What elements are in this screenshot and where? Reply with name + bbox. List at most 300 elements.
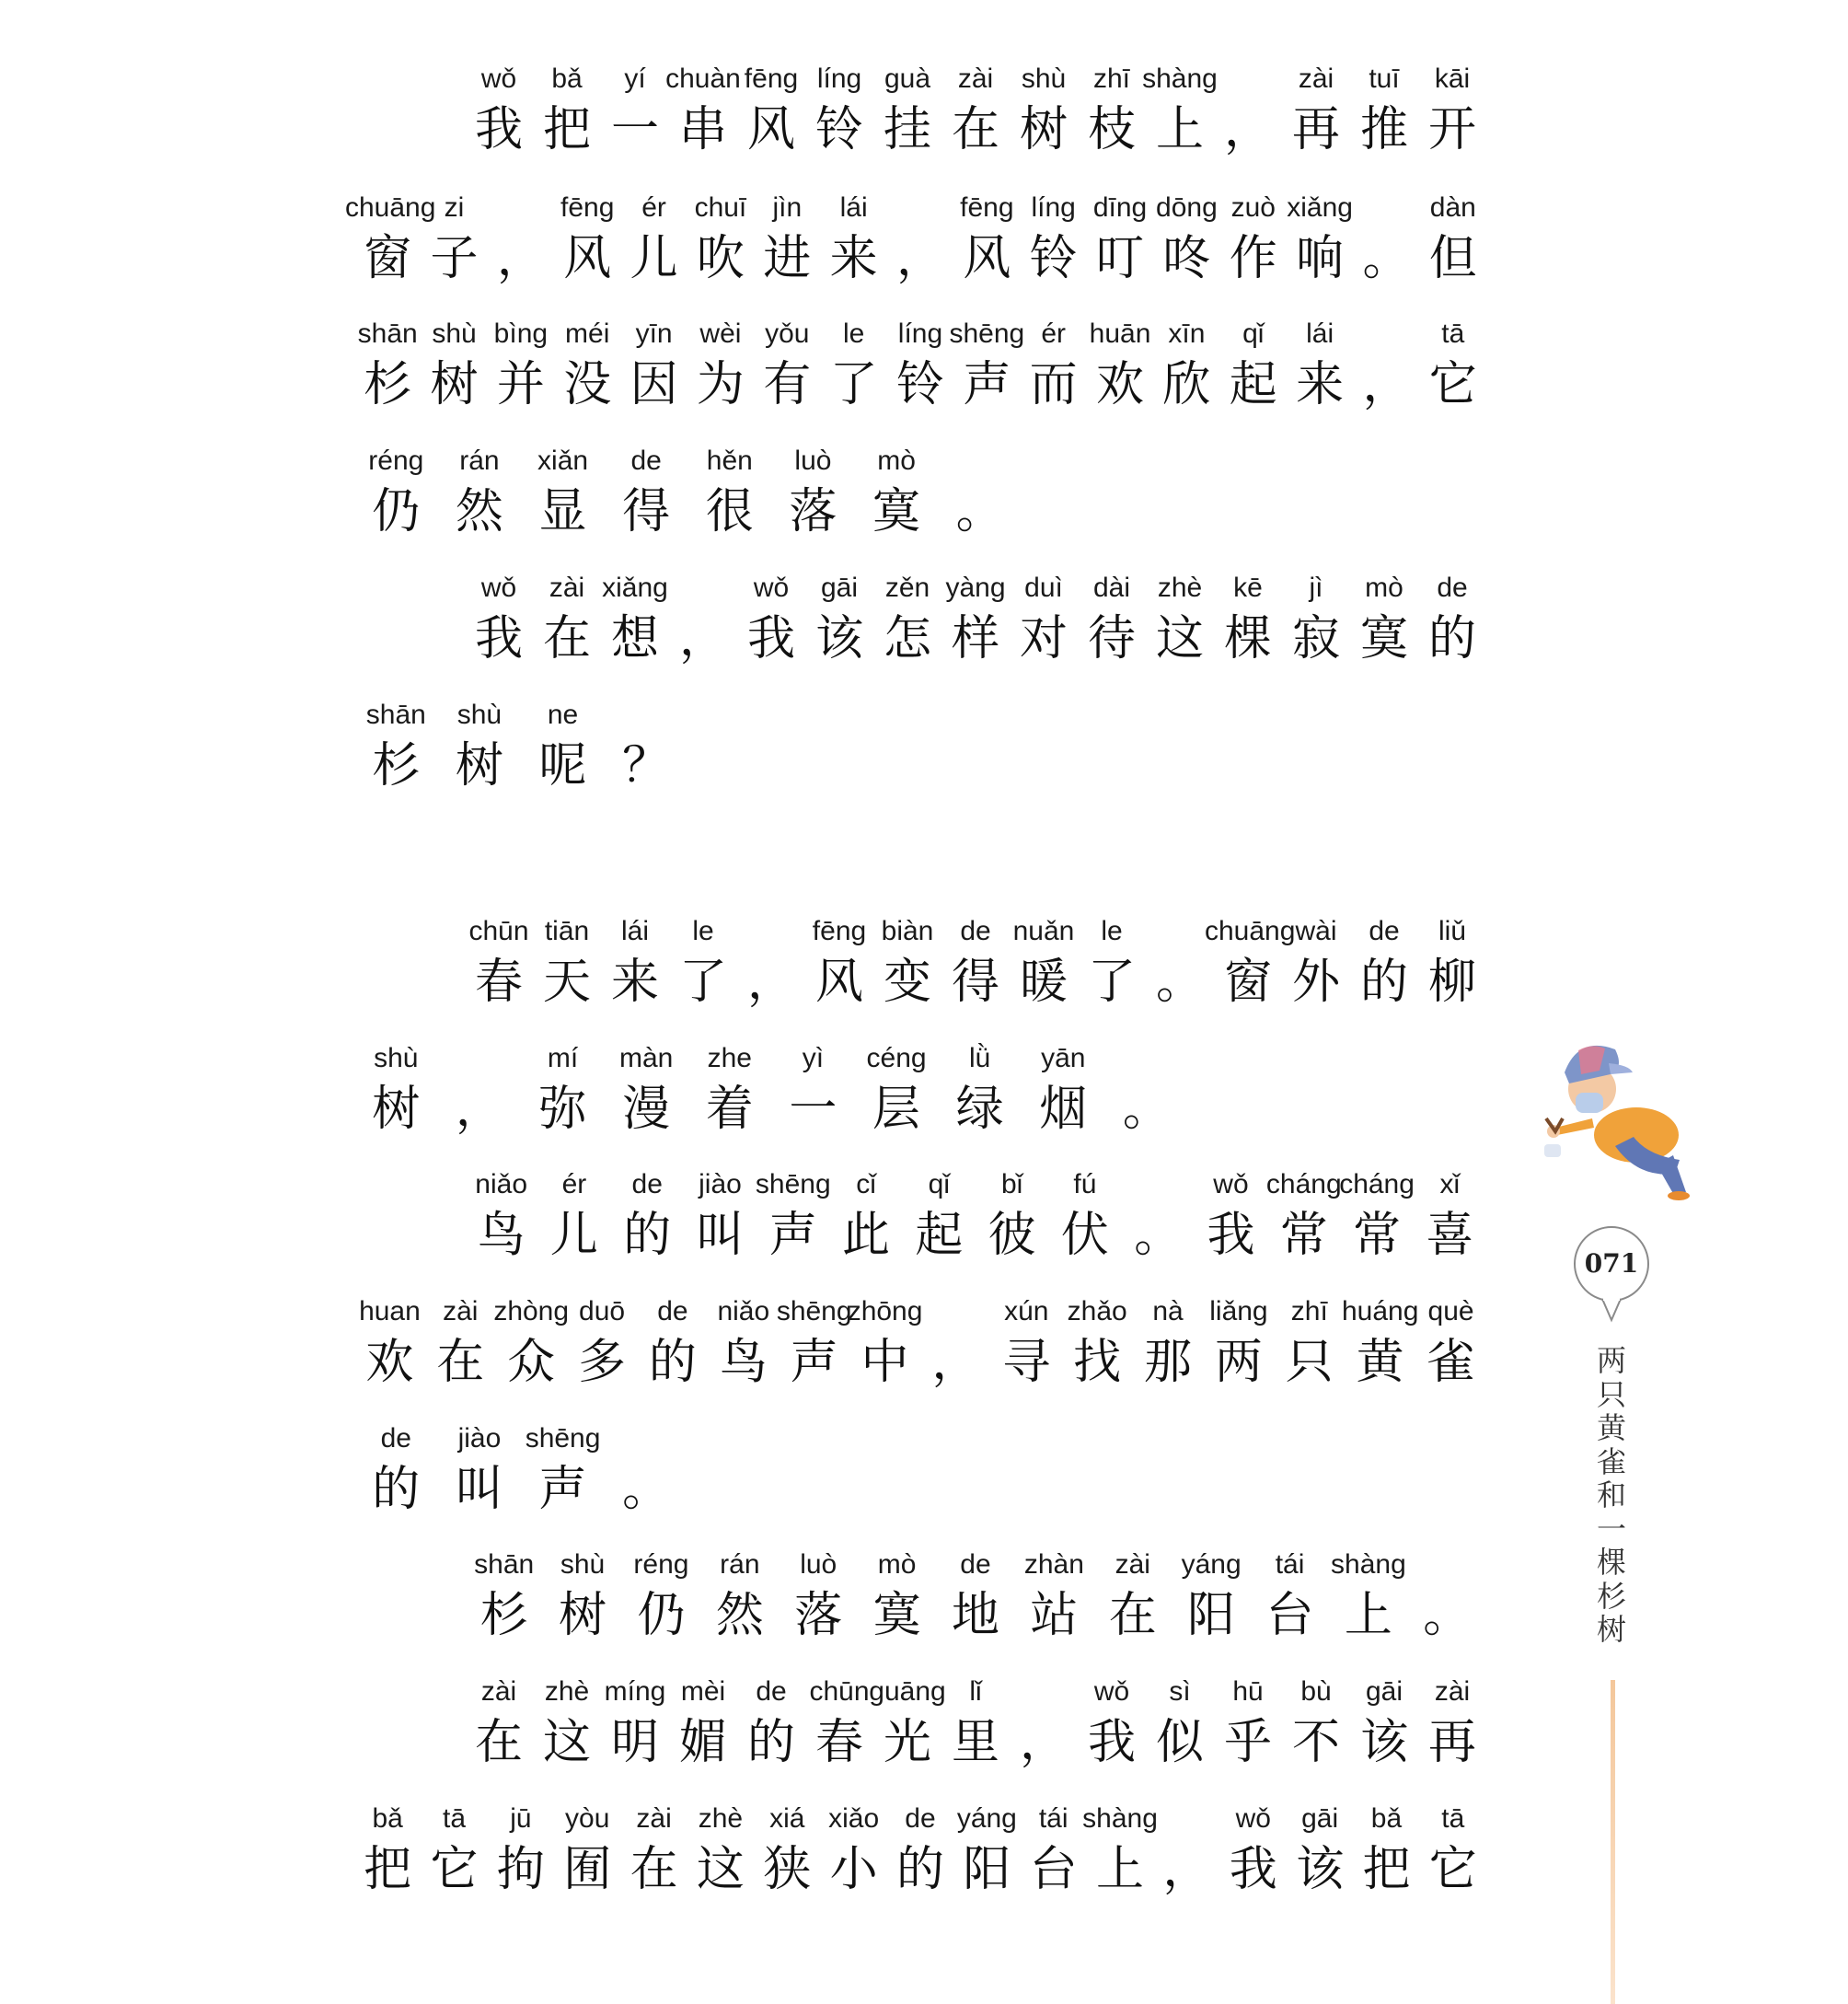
hanzi-char: 枝 — [1087, 102, 1136, 157]
hanzi-char: 铃 — [1029, 231, 1078, 286]
pinyin: niǎo — [717, 1296, 770, 1326]
hanzi-char: 很 — [705, 484, 754, 539]
hanzi-char: 显 — [538, 484, 587, 539]
pinyin: fēng — [744, 64, 799, 94]
hanzi-char: 着 — [705, 1082, 754, 1137]
hanzi-char: 我 — [1087, 1715, 1136, 1770]
pinyin: zài — [636, 1803, 672, 1834]
hanzi-char: 落 — [789, 484, 837, 539]
pinyin: chuàn — [665, 64, 741, 94]
page-number-badge — [1572, 1224, 1651, 1326]
hanzi-char: 在 — [474, 1715, 523, 1770]
pinyin: cǐ — [856, 1169, 876, 1199]
hanzi-char: 我 — [474, 611, 523, 666]
hanzi-char: 声 — [963, 357, 1011, 412]
pinyin: tiān — [544, 916, 590, 946]
hanzi-char: 有 — [763, 357, 812, 412]
pinyin: nuǎn — [1012, 916, 1075, 946]
hanzi-char: 鸟 — [719, 1335, 768, 1390]
pinyin: le — [842, 319, 865, 349]
text-line — [354, 443, 1486, 553]
hanzi-char: 欣 — [1162, 357, 1211, 412]
pinyin: qǐ — [1242, 319, 1265, 349]
pinyin: màn — [619, 1043, 674, 1073]
pinyin: mò — [1365, 573, 1403, 603]
punctuation: ， — [1162, 1842, 1211, 1897]
hanzi-char: 寞 — [872, 1588, 921, 1643]
hanzi-char: 我 — [1207, 1208, 1255, 1263]
hanzi-char: 呢 — [538, 738, 587, 793]
pinyin: ér — [561, 1169, 587, 1199]
pinyin: shēng — [755, 1169, 831, 1199]
punctuation: ， — [678, 611, 727, 666]
pinyin: wài — [1295, 916, 1337, 946]
text-line — [465, 1546, 1486, 1657]
pinyin: xiǎng — [1287, 192, 1353, 223]
hanzi-char: 柳 — [1427, 955, 1476, 1010]
punctuation: 。 — [1122, 1082, 1171, 1137]
text-line — [354, 697, 1486, 807]
hanzi-char: 的 — [1359, 955, 1408, 1010]
hanzi-char: 常 — [1279, 1208, 1328, 1263]
pinyin: shù — [432, 319, 477, 349]
hanzi-char: 在 — [436, 1335, 485, 1390]
pinyin: le — [1101, 916, 1123, 946]
hanzi-char: 该 — [1359, 1715, 1408, 1770]
hanzi-char: 咚 — [1162, 231, 1211, 286]
pinyin: de — [960, 1549, 991, 1580]
pinyin: cháng — [1339, 1169, 1415, 1199]
hanzi-char: 它 — [430, 1842, 479, 1897]
pinyin: zhī — [1092, 64, 1131, 94]
punctuation: ， — [1362, 357, 1411, 412]
hanzi-char: 它 — [1428, 1842, 1477, 1897]
pinyin: tā — [1441, 1803, 1465, 1834]
pinyin: zài — [957, 64, 994, 94]
hanzi-char: 拘 — [496, 1842, 545, 1897]
pinyin: wǒ — [1093, 1676, 1130, 1707]
pinyin: zhōng — [847, 1296, 923, 1326]
pinyin: de — [657, 1296, 688, 1326]
hanzi-char: 在 — [951, 102, 999, 157]
hanzi-char: 寂 — [1291, 611, 1340, 666]
pinyin: bǎ — [551, 64, 583, 94]
pinyin: yáng — [1181, 1549, 1242, 1580]
text-line — [354, 1801, 1486, 1911]
pinyin: yòu — [565, 1803, 610, 1834]
punctuation: 。 — [1423, 1588, 1472, 1643]
pinyin: bǐ — [1000, 1169, 1023, 1199]
pinyin: cháng — [1265, 1169, 1342, 1199]
pinyin: de — [1369, 916, 1400, 946]
pinyin: de — [631, 1169, 663, 1199]
hanzi-char: 树 — [1019, 102, 1068, 157]
hanzi-char: 上 — [1155, 102, 1204, 157]
hanzi-char: 叫 — [696, 1208, 745, 1263]
hanzi-char: 寞 — [1359, 611, 1408, 666]
hanzi-char: 为 — [696, 357, 745, 412]
hanzi-char: 铃 — [895, 357, 944, 412]
pinyin: mí — [547, 1043, 579, 1073]
hanzi-char: 仍 — [372, 484, 421, 539]
hanzi-char: 树 — [559, 1588, 607, 1643]
hanzi-char: 春 — [474, 955, 523, 1010]
hanzi-char: 进 — [763, 231, 812, 286]
punctuation: ， — [1223, 102, 1272, 157]
pinyin: ér — [641, 192, 666, 223]
pinyin: què — [1427, 1296, 1474, 1326]
hanzi-char: 弥 — [538, 1082, 587, 1137]
hanzi-char: 囿 — [563, 1842, 612, 1897]
text-line — [465, 61, 1486, 171]
pinyin: chuāng — [345, 192, 436, 223]
hanzi-char: 开 — [1427, 102, 1476, 157]
pinyin: tā — [1441, 319, 1465, 349]
pinyin: tā — [443, 1803, 467, 1834]
hanzi-char: 彼 — [988, 1208, 1036, 1263]
hanzi-char: 串 — [678, 102, 727, 157]
hanzi-char: 风 — [963, 231, 1011, 286]
pinyin: réng — [368, 446, 424, 476]
hanzi-char: 来 — [829, 231, 878, 286]
pinyin: dīng — [1092, 192, 1148, 223]
pinyin: jiào — [457, 1423, 502, 1454]
pinyin: zài — [1434, 1676, 1471, 1707]
pinyin: rán — [459, 446, 500, 476]
hanzi-char: 乎 — [1223, 1715, 1272, 1770]
chapter-title-char: 黄 — [1596, 1410, 1626, 1445]
hanzi-char: 此 — [842, 1208, 891, 1263]
pinyin: bù — [1300, 1676, 1332, 1707]
pinyin: wǒ — [1235, 1803, 1271, 1834]
hanzi-char: 来 — [1296, 357, 1345, 412]
hanzi-char: 的 — [372, 1462, 421, 1517]
pinyin: mò — [877, 446, 916, 476]
hanzi-char: 雀 — [1426, 1335, 1475, 1390]
punctuation: 。 — [1155, 955, 1204, 1010]
text-line — [354, 316, 1486, 426]
hanzi-char: 叫 — [455, 1462, 503, 1517]
hanzi-char: 声 — [538, 1462, 587, 1517]
text-line — [465, 913, 1486, 1024]
pinyin: yí — [624, 64, 646, 94]
hanzi-char: 光 — [883, 1715, 931, 1770]
text-line — [354, 1420, 1486, 1531]
hanzi-char: 没 — [563, 357, 612, 412]
punctuation: 。 — [1134, 1208, 1183, 1263]
hanzi-char: 风 — [814, 955, 863, 1010]
hanzi-char: 了 — [678, 955, 727, 1010]
pinyin: de — [1437, 573, 1468, 603]
pinyin: shù — [374, 1043, 419, 1073]
pinyin: huan — [359, 1296, 421, 1326]
pinyin: duō — [579, 1296, 626, 1326]
pinyin: chūn — [468, 916, 529, 946]
pinyin: céng — [866, 1043, 927, 1073]
pinyin: zuò — [1230, 192, 1276, 223]
hanzi-char: 台 — [1265, 1588, 1314, 1643]
hanzi-char: 明 — [610, 1715, 659, 1770]
pinyin: hěn — [706, 446, 753, 476]
hanzi-char: 并 — [496, 357, 545, 412]
hanzi-char: 树 — [430, 357, 479, 412]
hanzi-char: 了 — [1087, 955, 1136, 1010]
hanzi-char: 把 — [1362, 1842, 1411, 1897]
pinyin: guà — [884, 64, 931, 94]
pinyin: xiǎo — [828, 1803, 880, 1834]
pinyin: luò — [800, 1549, 837, 1580]
pinyin: fēng — [812, 916, 867, 946]
hanzi-char: 杉 — [372, 738, 421, 793]
pinyin: yì — [802, 1043, 825, 1073]
pinyin: réng — [633, 1549, 689, 1580]
pinyin: zài — [443, 1296, 479, 1326]
hanzi-char: 窗 — [364, 231, 412, 286]
hanzi-char: 树 — [372, 1082, 421, 1137]
hanzi-char: 鸟 — [477, 1208, 526, 1263]
pinyin: zài — [480, 1676, 517, 1707]
pinyin: huān — [1089, 319, 1151, 349]
pinyin: wèi — [699, 319, 742, 349]
hanzi-char: 把 — [364, 1842, 412, 1897]
hanzi-char: 然 — [715, 1588, 764, 1643]
hanzi-char: 怎 — [883, 611, 931, 666]
pinyin: chuāng — [1205, 916, 1296, 946]
pinyin: mèi — [680, 1676, 726, 1707]
hanzi-char: 烟 — [1039, 1082, 1088, 1137]
hanzi-char: 推 — [1359, 102, 1408, 157]
pinyin: zhàn — [1023, 1549, 1084, 1580]
hanzi-char: 落 — [794, 1588, 843, 1643]
pinyin: dài — [1092, 573, 1131, 603]
pinyin: hū — [1232, 1676, 1264, 1707]
pinyin: tuī — [1369, 64, 1400, 94]
pinyin: shù — [456, 700, 502, 730]
pinyin: shàng — [1142, 64, 1218, 94]
pinyin: fēng — [560, 192, 615, 223]
hanzi-char: 外 — [1291, 955, 1340, 1010]
child-with-slingshot-illustration — [1528, 1017, 1693, 1201]
hanzi-char: 想 — [610, 611, 659, 666]
chapter-title — [1590, 1344, 1633, 1647]
pinyin: shēng — [776, 1296, 852, 1326]
pinyin: bǎ — [372, 1803, 403, 1834]
hanzi-char: 但 — [1428, 231, 1477, 286]
hanzi-char: 欢 — [365, 1335, 414, 1390]
hanzi-char: 上 — [1344, 1588, 1392, 1643]
text-line — [465, 570, 1486, 680]
hanzi-char: 阳 — [1187, 1588, 1236, 1643]
hanzi-char: 绿 — [955, 1082, 1004, 1137]
hanzi-char: 声 — [768, 1208, 817, 1263]
chapter-title-char: 树 — [1596, 1612, 1626, 1647]
pinyin: tái — [1275, 1549, 1305, 1580]
pinyin: fēng — [960, 192, 1014, 223]
pinyin: ne — [547, 700, 579, 730]
hanzi-char: 变 — [883, 955, 931, 1010]
pinyin: dàn — [1429, 192, 1476, 223]
hanzi-char: 多 — [578, 1335, 627, 1390]
hanzi-char: 天 — [542, 955, 591, 1010]
pinyin: shàng — [1331, 1549, 1406, 1580]
pinyin: wǒ — [480, 64, 517, 94]
page-number: 071 — [1584, 1248, 1639, 1279]
hanzi-char: 然 — [455, 484, 503, 539]
pinyin: liǔ — [1438, 916, 1466, 946]
hanzi-char: 暖 — [1019, 955, 1068, 1010]
pinyin: yáng — [956, 1803, 1017, 1834]
chapter-title-char: 一 — [1596, 1511, 1626, 1546]
hanzi-char: 喜 — [1426, 1208, 1474, 1263]
pinyin: le — [692, 916, 714, 946]
pinyin: xǐ — [1439, 1169, 1461, 1199]
hanzi-char: 杉 — [364, 357, 412, 412]
chapter-title-char: 杉 — [1596, 1578, 1626, 1614]
punctuation: ， — [455, 1082, 503, 1137]
pinyin: shàng — [1082, 1803, 1158, 1834]
pinyin: shān — [365, 700, 426, 730]
text-line — [465, 1674, 1486, 1784]
pinyin: zhī — [1290, 1296, 1328, 1326]
punctuation: ， — [746, 955, 795, 1010]
punctuation: 。 — [1362, 231, 1411, 286]
hanzi-char: 树 — [455, 738, 503, 793]
hanzi-char: 我 — [474, 102, 523, 157]
pinyin: zhè — [1157, 573, 1203, 603]
pinyin: xiǎn — [537, 446, 589, 476]
hanzi-char: 上 — [1096, 1842, 1145, 1897]
pinyin: dōng — [1156, 192, 1218, 223]
hanzi-char: 对 — [1019, 611, 1068, 666]
hanzi-char: 起 — [1229, 357, 1277, 412]
pinyin: yīn — [635, 319, 673, 349]
hanzi-char: 铃 — [814, 102, 863, 157]
pinyin: ér — [1041, 319, 1067, 349]
pinyin: xīn — [1168, 319, 1206, 349]
pinyin: méi — [565, 319, 610, 349]
hanzi-char: 常 — [1353, 1208, 1402, 1263]
pinyin: biàn — [881, 916, 934, 946]
pinyin: gāi — [1365, 1676, 1403, 1707]
hanzi-char: 窗 — [1223, 955, 1272, 1010]
pinyin: lǐ — [969, 1676, 982, 1707]
pinyin: liǎng — [1209, 1296, 1268, 1326]
hanzi-char: 因 — [629, 357, 678, 412]
pinyin: mò — [877, 1549, 917, 1580]
hanzi-char: 一 — [789, 1082, 837, 1137]
hanzi-char: 的 — [1427, 611, 1476, 666]
hanzi-char: 小 — [829, 1842, 878, 1897]
text-line — [345, 190, 1486, 300]
pinyin: zhǎo — [1067, 1296, 1127, 1326]
pinyin: shù — [1021, 64, 1067, 94]
hanzi-char: 一 — [610, 102, 659, 157]
hanzi-char: 它 — [1428, 357, 1477, 412]
hanzi-char: 的 — [895, 1842, 944, 1897]
text-line — [354, 1293, 1486, 1404]
pinyin: xún — [1004, 1296, 1049, 1326]
pinyin: zài — [1115, 1549, 1150, 1580]
chapter-title-char: 雀 — [1596, 1443, 1626, 1479]
hanzi-char: 而 — [1029, 357, 1078, 412]
punctuation: 。 — [622, 1462, 671, 1517]
hanzi-char: 杉 — [479, 1588, 528, 1643]
pinyin: jì — [1309, 573, 1323, 603]
hanzi-char: 这 — [542, 1715, 591, 1770]
hanzi-char: 得 — [622, 484, 671, 539]
pinyin: guāng — [869, 1676, 946, 1707]
pinyin: zhè — [698, 1803, 744, 1834]
pinyin: líng — [1031, 192, 1076, 223]
hanzi-char: 寞 — [872, 484, 921, 539]
pinyin: shān — [357, 319, 418, 349]
hanzi-char: 我 — [1229, 1842, 1277, 1897]
hanzi-char: 台 — [1029, 1842, 1078, 1897]
hanzi-char: 中 — [860, 1335, 909, 1390]
hanzi-char: 似 — [1155, 1715, 1204, 1770]
hanzi-char: 再 — [1291, 102, 1340, 157]
pinyin: yàng — [945, 573, 1006, 603]
hanzi-char: 层 — [872, 1082, 921, 1137]
hanzi-char: 狭 — [763, 1842, 812, 1897]
hanzi-char: 棵 — [1223, 611, 1272, 666]
pinyin: zài — [1298, 64, 1334, 94]
pinyin: huáng — [1341, 1296, 1419, 1326]
hanzi-char: 在 — [629, 1842, 678, 1897]
hanzi-char: 样 — [951, 611, 999, 666]
pinyin: lái — [1306, 319, 1334, 349]
pinyin: yān — [1041, 1043, 1086, 1073]
pinyin: zài — [549, 573, 585, 603]
punctuation: ， — [895, 231, 944, 286]
hanzi-char: 的 — [746, 1715, 795, 1770]
punctuation: ？ — [622, 738, 671, 793]
pinyin: zhe — [707, 1043, 752, 1073]
hanzi-char: 两 — [1214, 1335, 1263, 1390]
pinyin: shēng — [525, 1423, 601, 1454]
pinyin: lǜ — [969, 1043, 991, 1073]
hanzi-char: 站 — [1030, 1588, 1079, 1643]
hanzi-char: 把 — [542, 102, 591, 157]
hanzi-char: 欢 — [1096, 357, 1145, 412]
punctuation: ， — [496, 231, 545, 286]
pinyin: xiǎng — [602, 573, 668, 603]
hanzi-char: 找 — [1073, 1335, 1122, 1390]
pinyin: zěn — [884, 573, 930, 603]
text-line — [465, 1166, 1486, 1277]
hanzi-char: 我 — [746, 611, 795, 666]
pinyin: duì — [1024, 573, 1063, 603]
pinyin: jū — [510, 1803, 532, 1834]
hanzi-char: 阳 — [963, 1842, 1011, 1897]
hanzi-char: 了 — [829, 357, 878, 412]
hanzi-char: 寻 — [1002, 1335, 1051, 1390]
hanzi-char: 仍 — [637, 1588, 686, 1643]
hanzi-char: 起 — [915, 1208, 964, 1263]
hanzi-char: 挂 — [883, 102, 931, 157]
pinyin: zi — [444, 192, 465, 223]
pinyin: zhòng — [493, 1296, 570, 1326]
pinyin: xiá — [769, 1803, 805, 1834]
pinyin: sì — [1169, 1676, 1191, 1707]
hanzi-char: 只 — [1285, 1335, 1334, 1390]
punctuation: ， — [931, 1335, 980, 1390]
pinyin: líng — [816, 64, 862, 94]
hanzi-char: 的 — [623, 1208, 672, 1263]
hanzi-char: 地 — [951, 1588, 999, 1643]
chapter-title-char: 棵 — [1596, 1545, 1626, 1580]
pinyin: líng — [897, 319, 943, 349]
